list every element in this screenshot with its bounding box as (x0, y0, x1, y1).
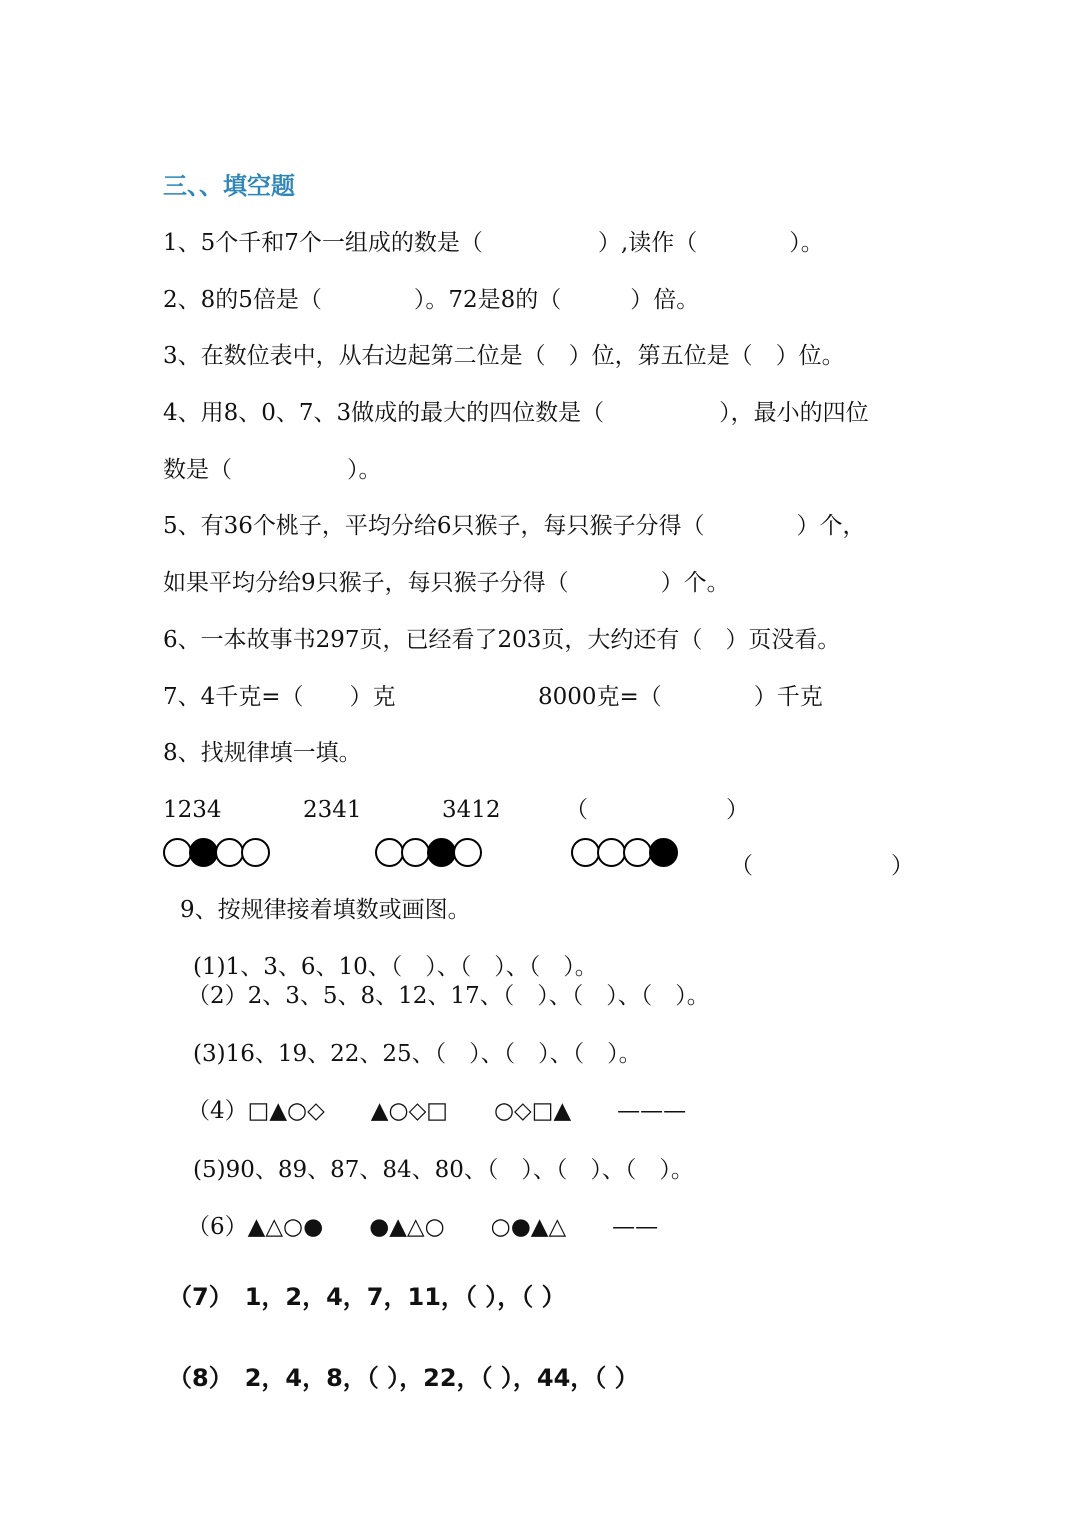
circle-filled (189, 838, 218, 867)
pattern-number-3: 3412 (442, 797, 501, 823)
sub-question-7: （7） 1，2，4，7，11，（ ），（ ） (168, 1283, 566, 1311)
sub-question-2: （2）2、3、5、8、12、17、（ ）、（ ）、（ ）。 (187, 983, 710, 1009)
question-4-line-1: 4、用8、0、7、3做成的最大的四位数是（ ），最小的四位 (163, 400, 869, 426)
circle (375, 838, 404, 867)
sub-question-5: (5)90、89、87、84、80、（ ）、（ ）、（ ）。 (193, 1157, 694, 1183)
circle (571, 838, 600, 867)
circle (453, 838, 482, 867)
question-5-line-2: 如果平均分给9只猴子，每只猴子分得（ ）个。 (163, 570, 730, 596)
sub-question-4: （4）□▲○◇ ▲○◇□ ○◇□▲ ——— (187, 1098, 687, 1124)
question-7-part-2: 8000克=（ ）千克 (538, 684, 823, 710)
sub-question-1: (1)1、3、6、10、（ ）、（ ）、（ ）。 (193, 954, 598, 980)
sub-question-6: （6）▲△○● ●▲△○ ○●▲△ —— (187, 1214, 659, 1240)
section-title: 三、、填空题 (163, 172, 295, 200)
question-4-line-2: 数是（ ）。 (163, 457, 382, 483)
question-2: 2、8的5倍是（ ）。72是8的（ ）倍。 (163, 287, 700, 313)
sub-question-3: (3)16、19、22、25、（ ）、（ ）、（ ）。 (193, 1041, 642, 1067)
circle (597, 838, 626, 867)
question-9: 9、按规律接着填数或画图。 (180, 897, 471, 923)
pattern-number-blank: （ ） (565, 797, 749, 823)
circle-filled (427, 838, 456, 867)
question-3: 3、在数位表中，从右边起第二位是（ ）位，第五位是（ ）位。 (163, 343, 845, 369)
pattern-number-2: 2341 (303, 797, 362, 823)
question-6: 6、一本故事书297页，已经看了203页，大约还有（ ）页没看。 (163, 627, 841, 653)
circle-group-1 (163, 838, 267, 867)
circle (163, 838, 192, 867)
sub-question-8: （8） 2，4，8，（ ），22，（ ），44，（ ） (168, 1364, 639, 1392)
pattern-number-1: 1234 (163, 797, 222, 823)
circle (623, 838, 652, 867)
circle (401, 838, 430, 867)
question-8: 8、找规律填一填。 (163, 740, 362, 766)
circle-group-3 (571, 838, 675, 867)
circle-filled (649, 838, 678, 867)
circle-blank: （ ） (730, 853, 914, 879)
circle (241, 838, 270, 867)
question-7-part-1: 7、4千克=（ ）克 (163, 684, 396, 710)
question-1: 1、5个千和7个一组成的数是（ ）,读作（ ）。 (163, 230, 824, 256)
question-5-line-1: 5、有36个桃子，平均分给6只猴子，每只猴子分得（ ）个， (163, 513, 866, 539)
circle-group-2 (375, 838, 479, 867)
circle (215, 838, 244, 867)
